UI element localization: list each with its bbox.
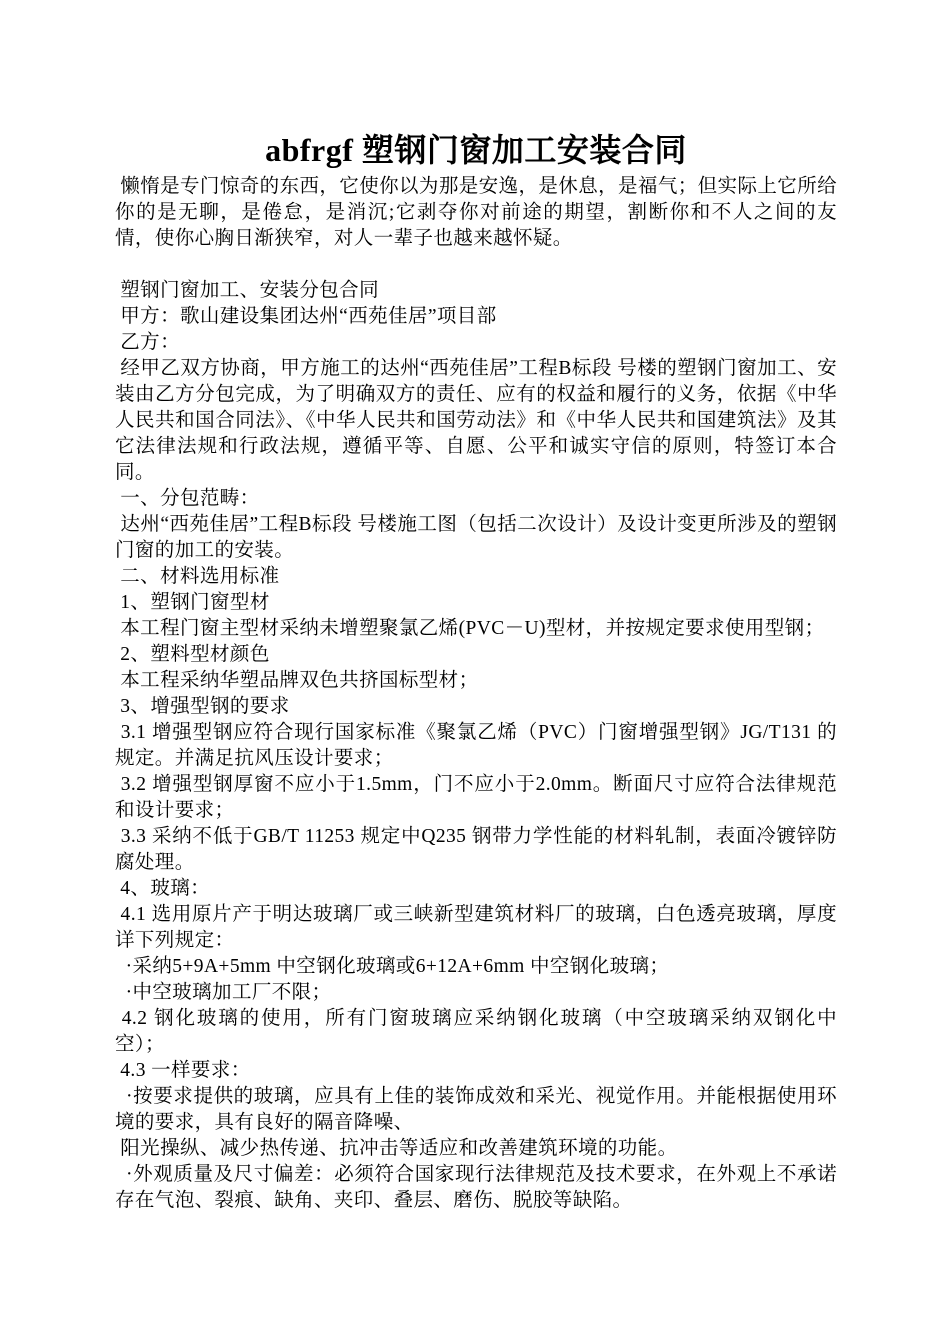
clause-4-1: 4.1 选用原片产于明达玻璃厂或三峡新型建筑材料厂的玻璃，白色透亮玻璃，厚度详下列规定： (115, 904, 837, 951)
intro-paragraph: 懒惰是专门惊奇的东西，它使你以为那是安逸，是休息，是福气；但实际上它所给你的是无聊，是倦怠，是消沉;它剥夺你对前途的期望，割断你和不人之间的友情，使你心胸日渐狭窄，对人一辈子也越来越怀疑。 (115, 176, 838, 249)
document-title: abfrgf 塑钢门窗加工安装合同 (265, 132, 687, 168)
bullet-glass-quality-cont: 阳光操纵、减少热传递、抗冲击等适应和改善建筑环境的功能。 (115, 1138, 678, 1159)
subheading-glass: 4、玻璃： (115, 878, 211, 899)
scope-paragraph: 达州“西苑佳居”工程B标段 号楼施工图（包括二次设计）及设计变更所涉及的塑钢门窗的加工的安装。 (115, 514, 837, 561)
profiles-paragraph: 本工程门窗主型材采纳未增塑聚氯乙烯(PVC－U)型材，并按规定要求使用型钢； (115, 618, 825, 639)
bullet-glass-quality: ·按要求提供的玻璃，应具有上佳的装饰成效和采光、视觉作用。并能根据使用环境的要求，具有良好的隔音降噪、 (115, 1086, 837, 1133)
clause-3-3: 3.3 采纳不低于GB/T 11253 规定中Q235 钢带力学性能的材料轧制，表面冷镀锌防腐处理。 (115, 826, 838, 873)
bullet-appearance: ·外观质量及尺寸偏差：必须符合国家现行法律规范及技术要求，在外观上不承诺存在气泡、裂痕、缺角、夹印、叠层、磨伤、脱胶等缺陷。 (115, 1164, 837, 1211)
subheading-profiles: 1、塑钢门窗型材 (115, 592, 270, 613)
contract-subtitle: 塑钢门窗加工、安装分包合同 (115, 280, 379, 301)
section-heading-scope: 一、分包范畴： (115, 488, 260, 509)
blank-line (115, 252, 837, 278)
bullet-glass-factory: ·中空玻璃加工厂不限； (115, 982, 332, 1003)
party-b-line: 乙方： (115, 332, 180, 353)
clause-3-1: 3.1 增强型钢应符合现行国家标准《聚氯乙烯（PVC）门窗增强型钢》JG/T131 的规定。并满足抗风压设计要求； (115, 722, 837, 769)
section-heading-materials: 二、材料选用标准 (115, 566, 280, 587)
document-page (115, 126, 837, 1214)
party-a-line: 甲方：歌山建设集团达州“西苑佳居”项目部 (115, 306, 497, 327)
color-paragraph: 本工程采纳华塑品牌双色共挤国标型材； (115, 670, 479, 691)
bullet-glass-spec: ·采纳5+9A+5mm 中空钢化玻璃或6+12A+6mm 中空钢化玻璃； (115, 956, 670, 977)
clause-4-3: 4.3 一样要求： (115, 1060, 251, 1081)
clause-4-2: 4.2 钢化玻璃的使用，所有门窗玻璃应采纳钢化玻璃（中空玻璃采纳双钢化中空）； (115, 1008, 837, 1055)
preamble-paragraph: 经甲乙双方协商，甲方施工的达州“西苑佳居”工程B标段 号楼的塑钢门窗加工、安装由乙方分包完成，为了明确双方的责任、应有的权益和履行的义务，依据《中华人民共和国合同法》、《中华人民共和国劳动法》和《中华人民共和国建筑法》及其它法律法规和行政法规，遵循平等、自愿、公平和诚实守信的原则，特签订本合同。 (115, 358, 837, 483)
subheading-color: 2、塑料型材颜色 (115, 644, 270, 665)
clause-3-2: 3.2 增强型钢厚窗不应小于1.5mm，门不应小于2.0mm。断面尺寸应符合法律规范和设计要求； (115, 774, 837, 821)
subheading-steel: 3、增强型钢的要求 (115, 696, 290, 717)
